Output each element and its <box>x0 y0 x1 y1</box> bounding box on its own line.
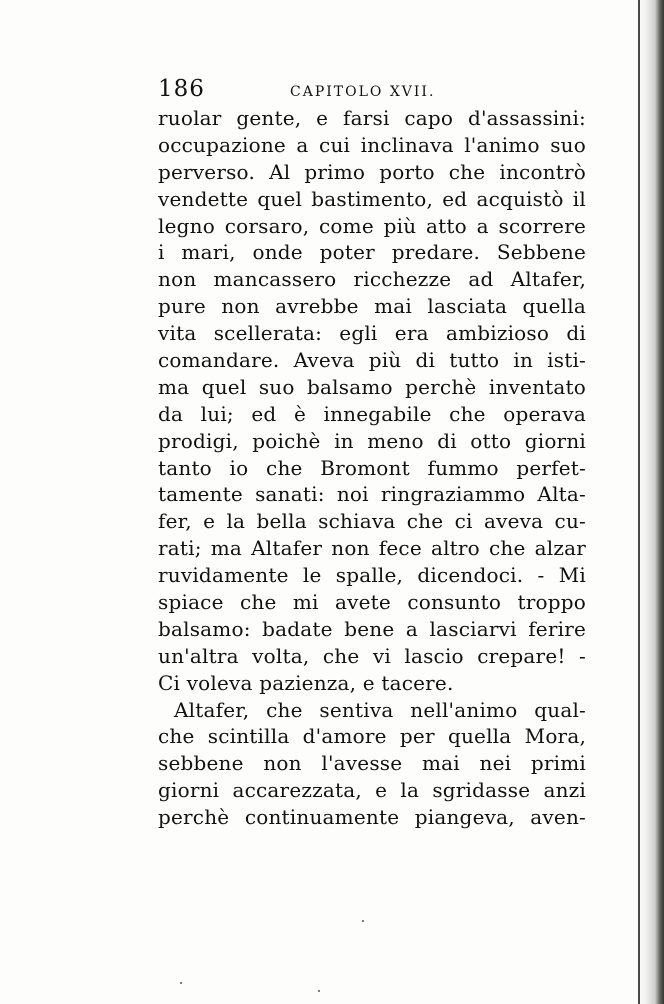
text-line: pure non avrebbe mai lasciata quella <box>158 294 586 319</box>
text-line: Altafer, che sentiva nell'animo qual- <box>174 697 586 722</box>
text-line: un'altra volta, che vi lascio crepare! - <box>158 643 586 668</box>
text-line: sebbene non l'avesse mai nei primi <box>158 751 586 776</box>
text-line: vita scellerata: egli era ambizioso di <box>158 321 586 346</box>
text-line: perchè continuamente piangeva, aven- <box>158 805 586 830</box>
text-line: da lui; ed è innegabile che operava <box>158 401 586 426</box>
text-line: che scintilla d'amore per quella Mora, <box>158 724 586 749</box>
text-line: prodigi, poichè in meno di otto giorni <box>158 428 586 453</box>
text-line: occupazione a cui inclinava l'animo suo <box>158 132 586 157</box>
paper-speck <box>180 982 182 984</box>
paper-speck <box>318 990 320 992</box>
paper-speck <box>362 920 364 922</box>
text-line: perverso. Al primo porto che incontrò <box>158 159 586 184</box>
page-number: 186 <box>158 76 205 102</box>
body-text <box>158 105 586 831</box>
text-line: ruvidamente le spalle, dicendoci. - Mi <box>158 563 586 588</box>
text-line: tamente sanati: noi ringraziammo Alta- <box>158 482 586 507</box>
text-line: ma quel suo balsamo perchè inventato <box>158 374 586 399</box>
text-line: comandare. Aveva più di tutto in isti- <box>158 348 586 373</box>
text-line: i mari, onde poter predare. Sebbene <box>158 240 586 265</box>
text-line: vendette quel bastimento, ed acquistò il <box>158 186 586 211</box>
text-line: giorni accarezzata, e la sgridasse anzi <box>158 778 586 803</box>
text-line: fer, e la bella schiava che ci aveva cu- <box>158 509 586 534</box>
text-line: balsamo: badate bene a lasciarvi ferire <box>158 616 586 641</box>
page-header <box>158 76 588 106</box>
binding-edge-line <box>638 0 640 1004</box>
text-line: non mancassero ricchezze ad Altafer, <box>158 267 586 292</box>
text-line: Ci voleva pazienza, e tacere. <box>158 670 454 695</box>
text-line: spiace che mi avete consunto troppo <box>158 590 586 615</box>
text-line: tanto io che Bromont fummo perfet- <box>158 455 586 480</box>
text-line: legno corsaro, come più atto a scorrere <box>158 213 586 238</box>
text-line: rati; ma Altafer non fece altro che alzar <box>158 536 586 561</box>
running-head: CAPITOLO XVII. <box>290 84 436 100</box>
text-line: ruolar gente, e farsi capo d'assassini: <box>158 106 586 130</box>
